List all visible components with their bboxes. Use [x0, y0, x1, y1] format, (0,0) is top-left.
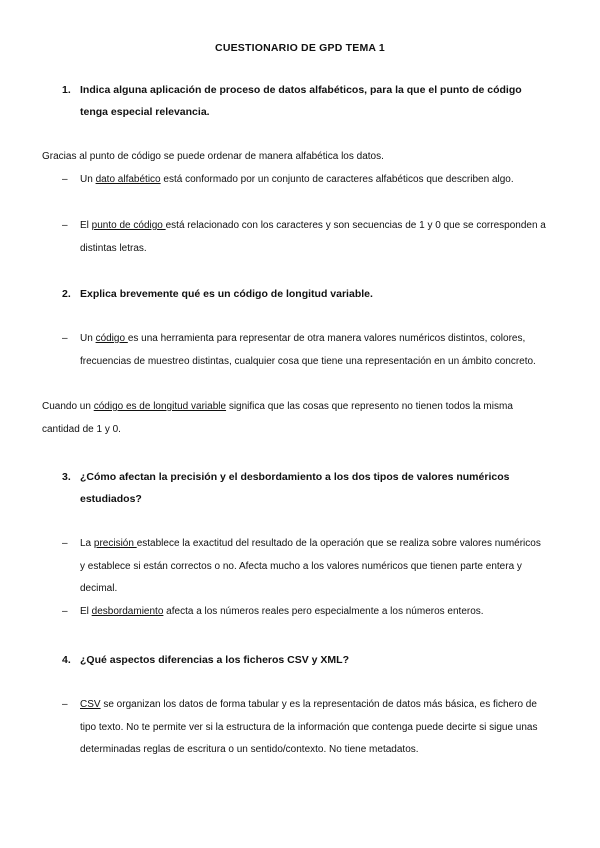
underlined-term: precisión — [93, 538, 137, 549]
list-item: – CSV se organizan los datos de forma tabular y es la representación de datos más básica, es fichero de tipo texto. No te permite ver si la estructura de la información que contenga puede decirte si sigue unas determinadas reglas de escritura o un sentido/contexto. No tiene metadatos. — [62, 694, 546, 762]
answer-paragraph: Gracias al punto de código se puede ordenar de manera alfabética los datos. — [42, 151, 384, 162]
question-4 — [62, 649, 542, 671]
dash-bullet: – — [62, 606, 68, 617]
dash-bullet: – — [62, 220, 68, 231]
question-text: ¿Cómo afectan la precisión y el desbordamiento a los dos tipos de valores numéricos estudiados? — [80, 471, 510, 505]
question-1 — [62, 79, 542, 123]
question-number: 3. — [62, 471, 71, 483]
list-item: – El desbordamiento afecta a los números reales pero especialmente a los números enteros. — [62, 601, 546, 624]
list-item: – La precisión establece la exactitud del resultado de la operación que se realiza sobre valores numéricos y establece si están correctos o no. Afecta mucho a los valores numéricos que tienen parte entera y decimal. — [62, 533, 546, 601]
question-3 — [62, 466, 532, 510]
question-number: 2. — [62, 288, 71, 300]
dash-bullet: – — [62, 699, 68, 710]
question-text: ¿Qué aspectos diferencias a los ficheros CSV y XML? — [80, 654, 350, 666]
list-item: – Un dato alfabético está conformado por un conjunto de caracteres alfabéticos que describen algo. — [62, 169, 546, 192]
list-item: – Un código es una herramienta para representar de otra manera valores numéricos distintos, colores, frecuencias de muestreo distintas, cualquier cosa que tiene una representación en un ámbito concreto. — [62, 328, 546, 373]
underlined-term: código es de longitud variable — [93, 401, 227, 412]
underlined-term: dato alfabético — [95, 174, 161, 185]
underlined-term: desbordamiento — [91, 606, 164, 617]
question-2 — [62, 283, 542, 305]
list-item: – El punto de código está relacionado con los caracteres y son secuencias de 1 y 0 que se corresponden a distintas letras. — [62, 215, 546, 260]
question-text: Indica alguna aplicación de proceso de datos alfabéticos, para la que el punto de código tenga especial relevancia. — [80, 84, 522, 118]
document-title: CUESTIONARIO DE GPD TEMA 1 — [215, 42, 385, 54]
question-text: Explica brevemente qué es un código de longitud variable. — [80, 288, 373, 300]
underlined-term: punto de código — [91, 220, 166, 231]
answer-paragraph: Cuando un código es de longitud variable significa que las cosas que represento no tienen todos la misma cantidad de 1 y 0. — [42, 401, 513, 435]
underlined-term: código — [95, 333, 128, 344]
question-number: 4. — [62, 654, 71, 666]
dash-bullet: – — [62, 174, 68, 185]
underlined-term: CSV — [80, 699, 101, 710]
question-number: 1. — [62, 84, 71, 96]
dash-bullet: – — [62, 538, 68, 549]
dash-bullet: – — [62, 333, 68, 344]
